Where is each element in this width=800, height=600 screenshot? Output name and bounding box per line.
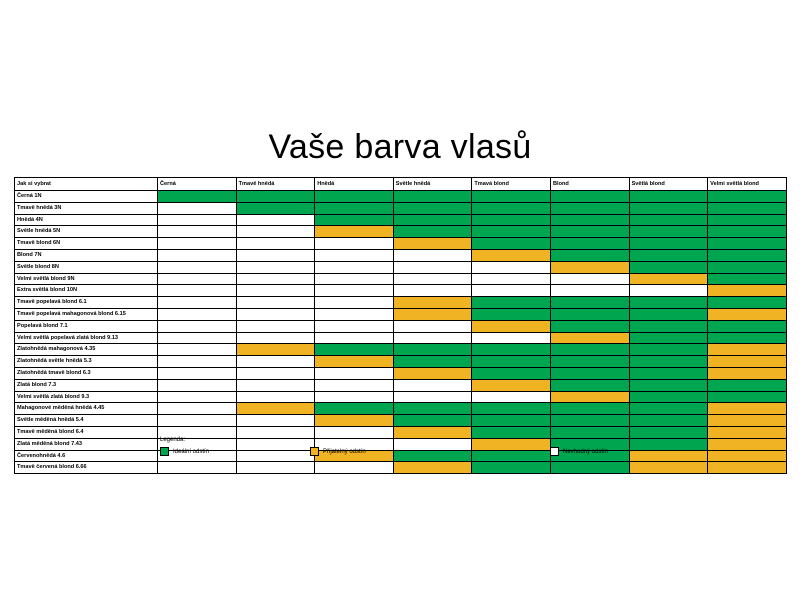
matrix-cell (472, 356, 551, 368)
matrix-cell (158, 273, 237, 285)
matrix-cell (315, 214, 394, 226)
legend-item-no (550, 447, 608, 456)
row-label-16: Zlatá blond 7.3 (15, 379, 158, 391)
matrix-cell (393, 202, 472, 214)
row-label-12: Velmi světlá popelavá zlatá blond 9.13 (15, 332, 158, 344)
matrix-cell (708, 226, 787, 238)
column-header-0: Černá (158, 178, 237, 191)
matrix-cell (158, 249, 237, 261)
matrix-cell (708, 214, 787, 226)
matrix-cell (315, 285, 394, 297)
table-row (15, 202, 787, 214)
row-label-23: Tmavě červená blond 6.66 (15, 462, 158, 474)
matrix-cell (629, 462, 708, 474)
matrix-cell (629, 261, 708, 273)
matrix-cell (393, 238, 472, 250)
matrix-cell (708, 191, 787, 203)
row-label-8: Extra světlá blond 10N (15, 285, 158, 297)
row-label-9: Tmavě popelavá blond 6.1 (15, 297, 158, 309)
matrix-cell (629, 214, 708, 226)
column-header-6: Světlá blond (629, 178, 708, 191)
matrix-cell (236, 249, 315, 261)
matrix-cell (393, 191, 472, 203)
matrix-cell (158, 308, 237, 320)
row-label-21: Zlatá měděná blond 7.43 (15, 438, 158, 450)
matrix-cell (236, 462, 315, 474)
matrix-cell (158, 379, 237, 391)
legend-row (160, 447, 780, 459)
column-header-2: Hnědá (315, 178, 394, 191)
matrix-cell (315, 391, 394, 403)
matrix-cell (236, 332, 315, 344)
matrix-cell (550, 191, 629, 203)
matrix-cell (629, 344, 708, 356)
table-row (15, 191, 787, 203)
matrix-cell (315, 415, 394, 427)
matrix-cell (629, 367, 708, 379)
table-row (15, 226, 787, 238)
matrix-cell (708, 332, 787, 344)
matrix-cell (158, 332, 237, 344)
matrix-cell (393, 462, 472, 474)
matrix-cell (315, 273, 394, 285)
matrix-cell (236, 226, 315, 238)
row-label-17: Velmi světlá zlatá blond 9.3 (15, 391, 158, 403)
column-header-7: Velmi světlá blond (708, 178, 787, 191)
hair-color-matrix (14, 177, 787, 474)
matrix-cell (629, 391, 708, 403)
table-row (15, 356, 787, 368)
matrix-cell (393, 273, 472, 285)
matrix-cell (708, 403, 787, 415)
row-label-22: Červenohnědá 4.6 (15, 450, 158, 462)
matrix-cell (315, 332, 394, 344)
row-label-18: Mahagonové měděná hnědá 4.45 (15, 403, 158, 415)
matrix-cell (236, 285, 315, 297)
matrix-cell (472, 415, 551, 427)
matrix-cell (472, 273, 551, 285)
row-label-4: Tmavě blond 6N (15, 238, 158, 250)
table-row (15, 415, 787, 427)
matrix-cell (629, 202, 708, 214)
matrix-cell (158, 297, 237, 309)
row-label-1: Tmavě hnědá 3N (15, 202, 158, 214)
matrix-cell (236, 202, 315, 214)
row-label-15: Zlatohnědá tmavě blond 6.3 (15, 367, 158, 379)
matrix-cell (393, 249, 472, 261)
matrix-cell (629, 320, 708, 332)
table-row (15, 367, 787, 379)
matrix-cell (472, 344, 551, 356)
matrix-cell (708, 261, 787, 273)
matrix-cell (629, 332, 708, 344)
matrix-cell (236, 344, 315, 356)
legend-label-no: Nevhodný odstín (563, 448, 609, 455)
matrix-cell (158, 285, 237, 297)
row-label-10: Tmavě popelavá mahagonová blond 6.15 (15, 308, 158, 320)
matrix-body (15, 191, 787, 474)
matrix-cell (315, 238, 394, 250)
matrix-cell (158, 415, 237, 427)
matrix-cell (472, 332, 551, 344)
matrix-corner-label: Jak si vybrat (15, 178, 158, 191)
matrix-cell (550, 379, 629, 391)
matrix-cell (393, 379, 472, 391)
matrix-cell (472, 238, 551, 250)
matrix-cell (550, 202, 629, 214)
row-label-2: Hnědá 4N (15, 214, 158, 226)
legend (160, 437, 780, 459)
matrix-cell (315, 344, 394, 356)
matrix-cell (315, 403, 394, 415)
column-header-3: Světle hnědá (393, 178, 472, 191)
matrix-cell (629, 249, 708, 261)
matrix-cell (158, 367, 237, 379)
table-row (15, 308, 787, 320)
legend-label-ideal: Ideální odstín (173, 448, 210, 455)
matrix-cell (550, 356, 629, 368)
matrix-cell (236, 403, 315, 415)
table-row (15, 285, 787, 297)
matrix-cell (708, 285, 787, 297)
row-label-13: Zlatohnědá mahagonová 4.35 (15, 344, 158, 356)
matrix-cell (708, 273, 787, 285)
legend-item-ideal (160, 447, 209, 456)
matrix-cell (472, 261, 551, 273)
matrix-cell (393, 356, 472, 368)
matrix-cell (708, 415, 787, 427)
matrix-cell (472, 367, 551, 379)
matrix-cell (550, 462, 629, 474)
matrix-cell (158, 356, 237, 368)
legend-title: Legenda: (160, 437, 186, 443)
matrix-cell (550, 285, 629, 297)
matrix-cell (550, 308, 629, 320)
matrix-cell (236, 238, 315, 250)
matrix-cell (393, 297, 472, 309)
matrix-cell (393, 226, 472, 238)
table-row (15, 297, 787, 309)
matrix-cell (550, 226, 629, 238)
matrix-cell (629, 356, 708, 368)
matrix-cell (472, 308, 551, 320)
matrix-cell (158, 320, 237, 332)
matrix-cell (315, 308, 394, 320)
table-row (15, 403, 787, 415)
matrix-cell (315, 379, 394, 391)
matrix-cell (708, 391, 787, 403)
matrix-cell (236, 356, 315, 368)
row-label-7: Velmi světlá blond 9N (15, 273, 158, 285)
column-header-1: Tmavě hnědá (236, 178, 315, 191)
matrix-cell (236, 308, 315, 320)
matrix-cell (550, 403, 629, 415)
matrix-cell (708, 356, 787, 368)
table-row (15, 332, 787, 344)
matrix-cell (315, 297, 394, 309)
matrix-cell (629, 191, 708, 203)
matrix-cell (158, 214, 237, 226)
matrix-cell (708, 308, 787, 320)
matrix-cell (393, 332, 472, 344)
matrix-cell (315, 191, 394, 203)
matrix-cell (629, 238, 708, 250)
matrix-cell (472, 285, 551, 297)
matrix-cell (550, 367, 629, 379)
matrix-cell (708, 462, 787, 474)
matrix-head (15, 178, 787, 191)
matrix-cell (472, 249, 551, 261)
matrix-cell (472, 191, 551, 203)
matrix-cell (629, 308, 708, 320)
matrix-cell (550, 238, 629, 250)
matrix-cell (472, 391, 551, 403)
matrix-cell (158, 344, 237, 356)
matrix-cell (393, 403, 472, 415)
matrix-cell (472, 320, 551, 332)
table-row (15, 238, 787, 250)
matrix-header-row (15, 178, 787, 191)
matrix-cell (472, 379, 551, 391)
legend-swatch-no (550, 447, 559, 456)
matrix-cell (236, 367, 315, 379)
matrix-cell (708, 238, 787, 250)
matrix-cell (550, 249, 629, 261)
matrix-cell (315, 249, 394, 261)
column-header-5: Blond (550, 178, 629, 191)
matrix-cell (315, 320, 394, 332)
page-title: Vaše barva vlasů (268, 128, 532, 166)
matrix-cell (315, 367, 394, 379)
matrix-cell (629, 297, 708, 309)
matrix-cell (236, 214, 315, 226)
row-label-11: Popelavá blond 7.1 (15, 320, 158, 332)
matrix-cell (393, 308, 472, 320)
matrix-cell (158, 391, 237, 403)
matrix-cell (236, 191, 315, 203)
row-label-3: Světle hnědá 5N (15, 226, 158, 238)
matrix-cell (629, 285, 708, 297)
matrix-cell (315, 261, 394, 273)
matrix-cell (472, 403, 551, 415)
matrix-cell (393, 214, 472, 226)
matrix-cell (472, 202, 551, 214)
matrix-cell (158, 403, 237, 415)
matrix-cell (393, 344, 472, 356)
matrix-cell (708, 297, 787, 309)
matrix-cell (236, 261, 315, 273)
matrix-cell (550, 320, 629, 332)
matrix-cell (393, 320, 472, 332)
row-label-0: Černá 1N (15, 191, 158, 203)
matrix-cell (708, 379, 787, 391)
matrix-cell (315, 462, 394, 474)
table-row (15, 261, 787, 273)
matrix-cell (708, 249, 787, 261)
matrix-cell (629, 226, 708, 238)
matrix-cell (393, 261, 472, 273)
table-row (15, 214, 787, 226)
matrix-cell (158, 191, 237, 203)
matrix-cell (236, 297, 315, 309)
matrix-cell (550, 344, 629, 356)
row-label-20: Tmavě měděná blond 6.4 (15, 426, 158, 438)
legend-swatch-ideal (160, 447, 169, 456)
matrix-cell (550, 297, 629, 309)
matrix-cell (158, 226, 237, 238)
table-row (15, 462, 787, 474)
matrix-cell (708, 367, 787, 379)
row-label-5: Blond 7N (15, 249, 158, 261)
matrix-cell (315, 356, 394, 368)
matrix-cell (236, 379, 315, 391)
matrix-cell (550, 332, 629, 344)
matrix-cell (708, 202, 787, 214)
matrix-cell (315, 226, 394, 238)
matrix-cell (393, 391, 472, 403)
matrix-cell (158, 238, 237, 250)
matrix-cell (708, 320, 787, 332)
matrix-cell (472, 462, 551, 474)
matrix-cell (550, 273, 629, 285)
matrix-cell (550, 415, 629, 427)
legend-label-ok: Přijatelný odstín (323, 448, 366, 455)
matrix-cell (550, 214, 629, 226)
table-row (15, 391, 787, 403)
column-header-4: Tmavá blond (472, 178, 551, 191)
table-row (15, 344, 787, 356)
matrix-cell (629, 403, 708, 415)
matrix-cell (393, 367, 472, 379)
matrix-cell (315, 202, 394, 214)
matrix-cell (236, 320, 315, 332)
matrix-cell (236, 391, 315, 403)
matrix-cell (472, 297, 551, 309)
matrix-cell (236, 273, 315, 285)
matrix-cell (472, 226, 551, 238)
matrix-cell (236, 415, 315, 427)
legend-swatch-ok (310, 447, 319, 456)
matrix-cell (629, 379, 708, 391)
legend-item-ok (310, 447, 366, 456)
matrix-cell (550, 261, 629, 273)
matrix-cell (708, 344, 787, 356)
matrix-cell (629, 273, 708, 285)
matrix-cell (158, 261, 237, 273)
table-row (15, 273, 787, 285)
table-row (15, 249, 787, 261)
matrix-cell (550, 391, 629, 403)
matrix-cell (393, 415, 472, 427)
matrix-cell (472, 214, 551, 226)
matrix-cell (393, 285, 472, 297)
matrix-cell (629, 415, 708, 427)
row-label-14: Zlatohnědá světle hnědá 5.3 (15, 356, 158, 368)
table-row (15, 320, 787, 332)
matrix-cell (158, 462, 237, 474)
table-row (15, 379, 787, 391)
matrix-cell (158, 202, 237, 214)
row-label-6: Světle blond 8N (15, 261, 158, 273)
row-label-19: Světle měděná hnědá 5.4 (15, 415, 158, 427)
